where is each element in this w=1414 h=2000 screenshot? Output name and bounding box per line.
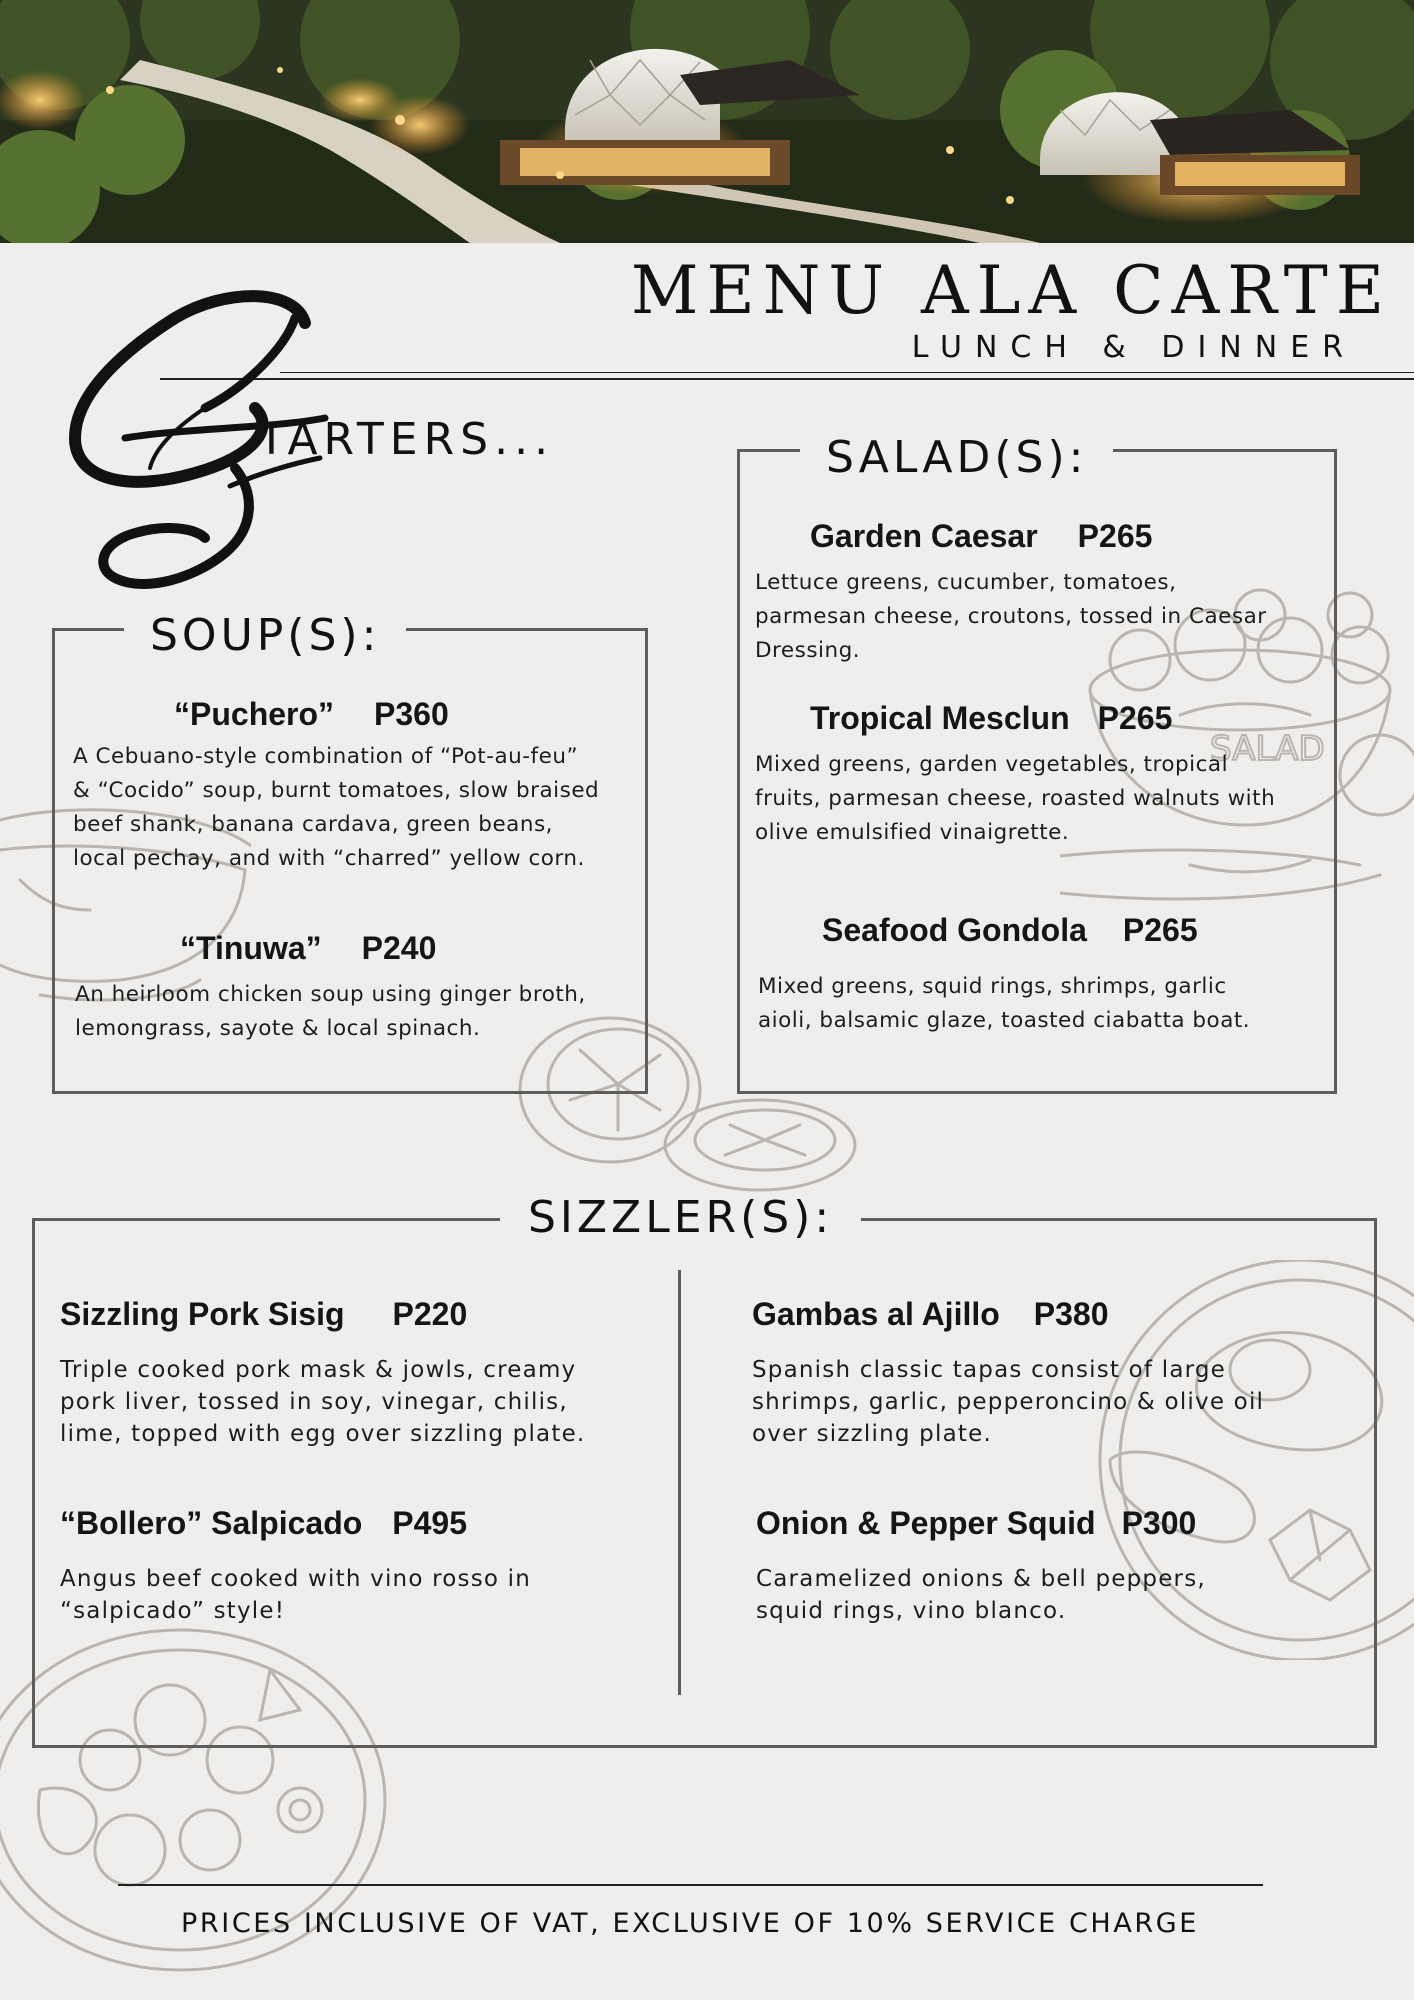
soup-heading: SOUP(S): — [124, 614, 406, 658]
menu-subtitle: LUNCH & DINNER — [911, 330, 1356, 365]
item-name: Sizzling Pork Sisig — [60, 1296, 345, 1332]
starters-heading: TARTERS... — [258, 414, 555, 465]
sizzler-desc-bollero-salpicado — [60, 1563, 531, 1627]
salad-desc-tropical-mesclun — [755, 748, 1275, 850]
item-name: Seafood Gondola — [822, 912, 1087, 948]
item-price: P220 — [392, 1296, 468, 1332]
desc-line: over sizzling plate. — [752, 1421, 992, 1447]
desc-line: beef shank, banana cardava, green beans, — [73, 812, 554, 837]
soup-item-puchero — [174, 696, 449, 733]
sizzler-heading: SIZZLER(S): — [500, 1196, 861, 1240]
item-name: Garden Caesar — [810, 518, 1038, 554]
desc-line: “salpicado” style! — [60, 1598, 286, 1624]
item-price: P360 — [374, 696, 449, 732]
desc-line: lemongrass, sayote & local spinach. — [75, 1016, 481, 1041]
salad-bowl-label: SALAD — [1210, 729, 1325, 769]
desc-line: squid rings, vino blanco. — [756, 1598, 1067, 1624]
sizzler-item-bollero-salpicado — [60, 1505, 467, 1542]
item-name: Tropical Mesclun — [810, 700, 1070, 736]
item-price: P265 — [1077, 518, 1153, 554]
desc-line: & “Cocido” soup, burnt tomatoes, slow braised — [73, 778, 600, 803]
footer-rule — [118, 1884, 1263, 1886]
desc-line: Spanish classic tapas consist of large — [752, 1357, 1227, 1383]
desc-line: parmesan cheese, croutons, tossed in Caesar — [755, 604, 1267, 629]
item-name: Onion & Pepper Squid — [756, 1505, 1096, 1541]
salad-desc-seafood-gondola — [758, 970, 1250, 1038]
item-name: Gambas al Ajillo — [752, 1296, 1000, 1332]
item-name: “Bollero” Salpicado — [60, 1505, 363, 1541]
sizzler-item-gambas — [752, 1296, 1109, 1333]
desc-line: An heirloom chicken soup using ginger broth, — [75, 982, 586, 1007]
sizzler-desc-pork-sisig — [60, 1354, 585, 1450]
desc-line: lime, topped with egg over sizzling plate. — [60, 1421, 586, 1447]
item-price: P240 — [361, 930, 437, 966]
sizzler-item-onion-pepper-squid — [756, 1505, 1196, 1542]
desc-line: Caramelized onions & bell peppers, — [756, 1566, 1206, 1592]
hero-photo — [0, 0, 1414, 243]
sizzler-desc-onion-pepper-squid — [756, 1563, 1206, 1627]
soup-item-tinuwa — [180, 930, 436, 967]
desc-line: pork liver, tossed in soy, vinegar, chilis, — [60, 1389, 568, 1415]
desc-line: Lettuce greens, cucumber, tomatoes, — [755, 570, 1177, 595]
item-price: P300 — [1121, 1505, 1197, 1541]
salad-item-tropical-mesclun — [810, 700, 1172, 737]
desc-line: Mixed greens, squid rings, shrimps, garlic — [758, 974, 1227, 999]
soup-desc-puchero — [73, 740, 599, 876]
desc-line: fruits, parmesan cheese, roasted walnuts with — [755, 786, 1276, 811]
sizzler-desc-gambas — [752, 1354, 1264, 1450]
desc-line: shrimps, garlic, pepperoncino & olive oil — [752, 1389, 1265, 1415]
item-price: P265 — [1097, 700, 1173, 736]
salad-desc-garden-caesar — [755, 566, 1267, 668]
desc-line: olive emulsified vinaigrette. — [755, 820, 1070, 845]
item-price: P495 — [392, 1505, 468, 1541]
desc-line: Triple cooked pork mask & jowls, creamy — [60, 1357, 577, 1383]
desc-line: aioli, balsamic glaze, toasted ciabatta boat. — [758, 1008, 1251, 1033]
salad-item-seafood-gondola — [822, 912, 1198, 949]
footer-note: PRICES INCLUSIVE OF VAT, EXCLUSIVE OF 10% SERVICE CHARGE — [181, 1908, 1199, 1939]
soup-desc-tinuwa — [75, 978, 586, 1046]
sizzler-item-pork-sisig — [60, 1296, 467, 1333]
item-price: P265 — [1122, 912, 1198, 948]
item-price: P380 — [1033, 1296, 1109, 1332]
item-name: “Tinuwa” — [180, 930, 322, 966]
desc-line: A Cebuano-style combination of “Pot-au-feu” — [73, 744, 579, 769]
item-name: “Puchero” — [174, 696, 335, 732]
header-rule-thin — [280, 372, 1414, 373]
menu-title: MENU ALA CARTE — [630, 252, 1392, 329]
desc-line: Dressing. — [755, 638, 861, 663]
desc-line: local pechay, and with “charred” yellow corn. — [73, 846, 585, 871]
salad-heading: SALAD(S): — [800, 436, 1113, 480]
header-rule — [160, 378, 1414, 380]
sizzler-divider — [678, 1270, 681, 1695]
salad-item-garden-caesar — [810, 518, 1152, 555]
desc-line: Angus beef cooked with vino rosso in — [60, 1566, 532, 1592]
desc-line: Mixed greens, garden vegetables, tropical — [755, 752, 1229, 777]
